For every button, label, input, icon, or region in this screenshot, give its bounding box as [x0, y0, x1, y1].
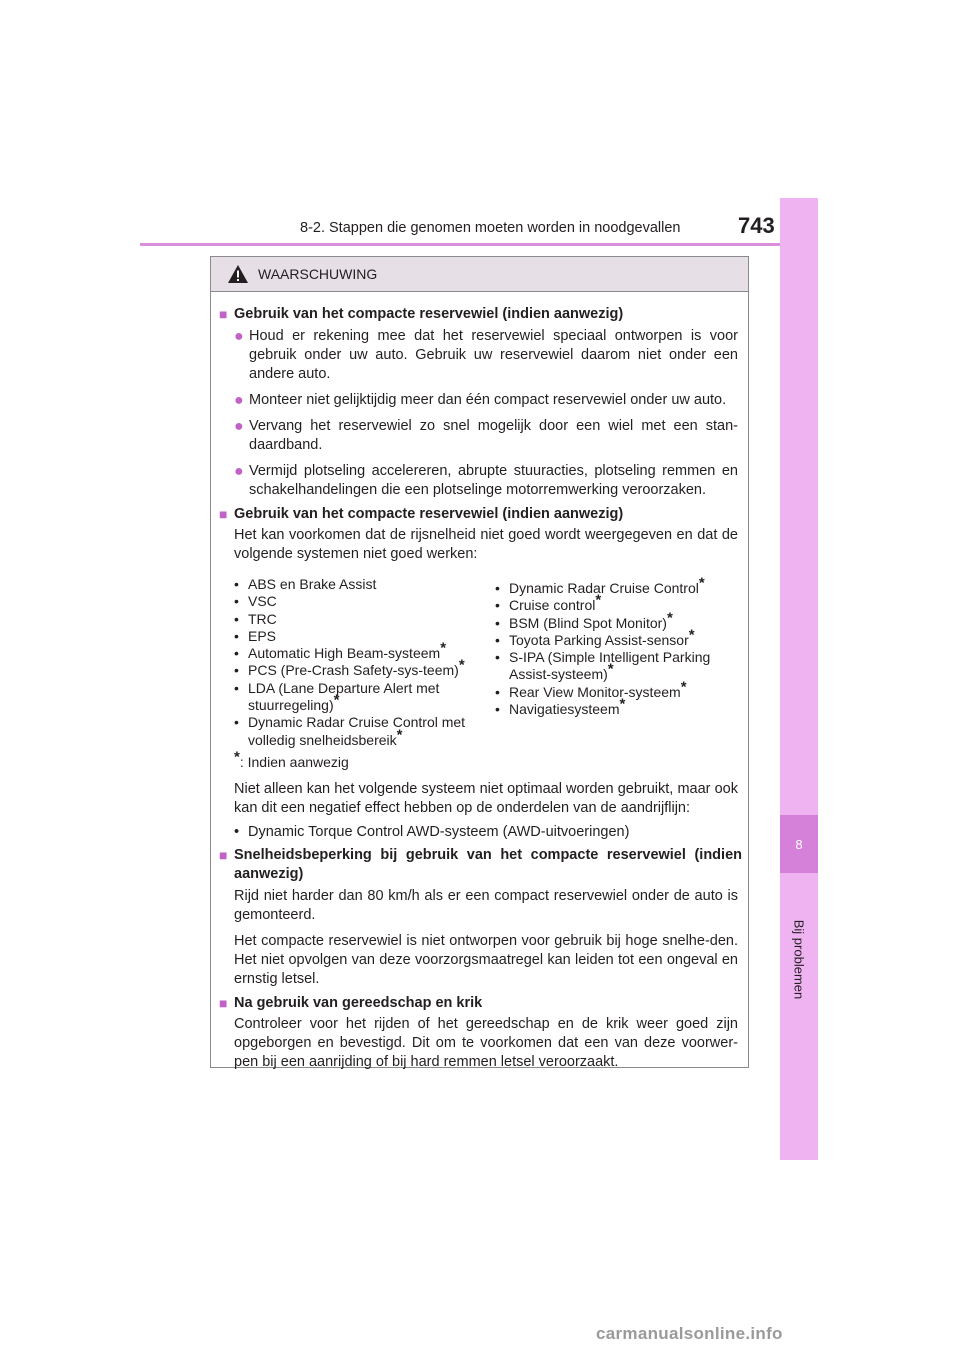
system-list-item: • Dynamic Radar Cruise Control met volledig snelheidsbereik* — [234, 714, 466, 748]
paragraph: Rijd niet harder dan 80 km/h als er een compact reservewiel onder de auto is gemonteerd. — [234, 887, 738, 923]
paragraph: Niet alleen kan het volgende systeem niet optimaal worden gebruikt, maar ook kan dit een negatief effect hebben op de onderdelen van de aandrijflijn: — [234, 780, 738, 816]
system-list-item: • Automatic High Beam-systeem* — [234, 639, 447, 662]
system-list-item: • Navigatiesysteem* — [495, 695, 626, 718]
list-item: • Dynamic Torque Control AWD-systeem (AWD-uitvoeringen) — [234, 823, 630, 840]
chapter-label: Bij problemen — [791, 919, 807, 1000]
paragraph: Het compacte reservewiel is niet ontworpen voor gebruik bij hoge snelhe-den. Het niet opvolgen van deze voorzorgsmaatregel kan leiden tot een ongeval en ernstig letsel. — [234, 932, 738, 987]
warning-title: WAARSCHUWING — [258, 266, 378, 282]
square-bullet-icon: ■ — [219, 306, 228, 322]
warning-content — [211, 292, 748, 1072]
system-list-item: • Dynamic Radar Cruise Control* — [495, 574, 705, 596]
system-list-item: • S-IPA (Simple Intelligent Parking Assist-systeem)* — [495, 649, 711, 683]
section-heading: ■ Gebruik van het compacte reservewiel (indien aanwezig) — [219, 306, 624, 322]
footnote-marker: * — [458, 656, 465, 674]
systems-list-right — [481, 574, 742, 749]
system-list-item: • ABS en Brake Assist — [234, 576, 377, 592]
square-bullet-icon: ■ — [219, 846, 228, 863]
list-item: ● Vermijd plotseling accelereren, abrupte stuuracties, plotseling remmen en schakelhandelingen die een plotselinge motorremwerking veroorzaken. — [234, 463, 738, 498]
running-header: 8-2. Stappen die genomen moeten worden in noodgevallen — [300, 220, 681, 236]
header-rule — [140, 243, 818, 246]
list-item: ● Vervang het reservewiel zo snel mogelijk door een wiel met een stan-daardband. — [234, 418, 738, 453]
system-list-item: • Cruise control* — [495, 591, 602, 614]
section-heading: ■ Na gebruik van gereedschap en krik — [219, 994, 483, 1011]
circle-bullet-icon: ● — [234, 328, 244, 345]
system-list-item: • LDA (Lane Departure Alert met stuurregeling)* — [234, 679, 440, 714]
chapter-side-tab — [780, 198, 818, 1160]
footnote: *: Indien aanwezig — [234, 748, 349, 770]
section-heading: ■ Snelheidsbeperking bij gebruik van het compacte reservewiel (indien aanwezig) — [219, 846, 742, 882]
section-heading: ■ Gebruik van het compacte reservewiel (indien aanwezig) — [219, 506, 624, 522]
footnote-marker: * — [396, 726, 403, 744]
list-item: ● Houd er rekening mee dat het reservewiel speciaal ontworpen is voor gebruik onder uw auto. Gebruik uw reservewiel daarom niet onder een andere auto. — [234, 328, 738, 382]
system-list-item: • VSC — [234, 593, 277, 610]
warning-triangle-icon — [227, 264, 249, 284]
systems-list-left — [234, 576, 481, 749]
paragraph: Controleer voor het rijden of het gereedschap en de krik weer goed zijn opgeborgen en bevestigd. Dit om te voorkomen dat een van deze voorwer-pen bij een aanrijding of bij hard remmen letsel veroorzaakt. — [234, 1015, 738, 1070]
system-list-item: • Toyota Parking Assist-sensor* — [495, 626, 695, 648]
page-number: 743 — [738, 213, 775, 238]
footnote-marker: * — [607, 660, 614, 678]
circle-bullet-icon: ● — [234, 392, 244, 409]
footnote-marker: * — [595, 591, 602, 609]
square-bullet-icon: ■ — [219, 506, 228, 522]
paragraph: Het kan voorkomen dat de rijsnelheid niet goed wordt weergegeven en dat de volgende systemen niet goed werken: — [234, 527, 738, 562]
watermark: carmanualsonline.info — [596, 1324, 783, 1343]
system-list-item: • TRC — [234, 610, 277, 627]
systems-list — [217, 576, 742, 749]
footnote-marker: * — [688, 626, 695, 644]
warning-box — [210, 256, 749, 1068]
footnote-marker: * — [698, 574, 705, 592]
system-list-item: • BSM (Blind Spot Monitor)* — [495, 608, 673, 631]
footnote-marker: * — [440, 639, 447, 657]
system-list-item: • PCS (Pre-Crash Safety-sys-teem)* — [234, 656, 465, 679]
system-list-item: • EPS — [234, 627, 277, 644]
footnote-marker: * — [333, 691, 340, 709]
footnote-marker: * — [680, 678, 687, 696]
square-bullet-icon: ■ — [219, 994, 228, 1011]
list-item: ● Monteer niet gelijktijdig meer dan één compact reservewiel onder uw auto. — [234, 392, 727, 409]
chapter-number: 8 — [780, 815, 818, 873]
warning-header — [211, 257, 748, 292]
footnote-marker: * — [666, 608, 673, 626]
footnote-marker: * — [619, 695, 626, 713]
circle-bullet-icon: ● — [234, 418, 244, 435]
system-list-item: • Rear View Monitor-systeem* — [495, 678, 687, 700]
circle-bullet-icon: ● — [234, 463, 244, 480]
